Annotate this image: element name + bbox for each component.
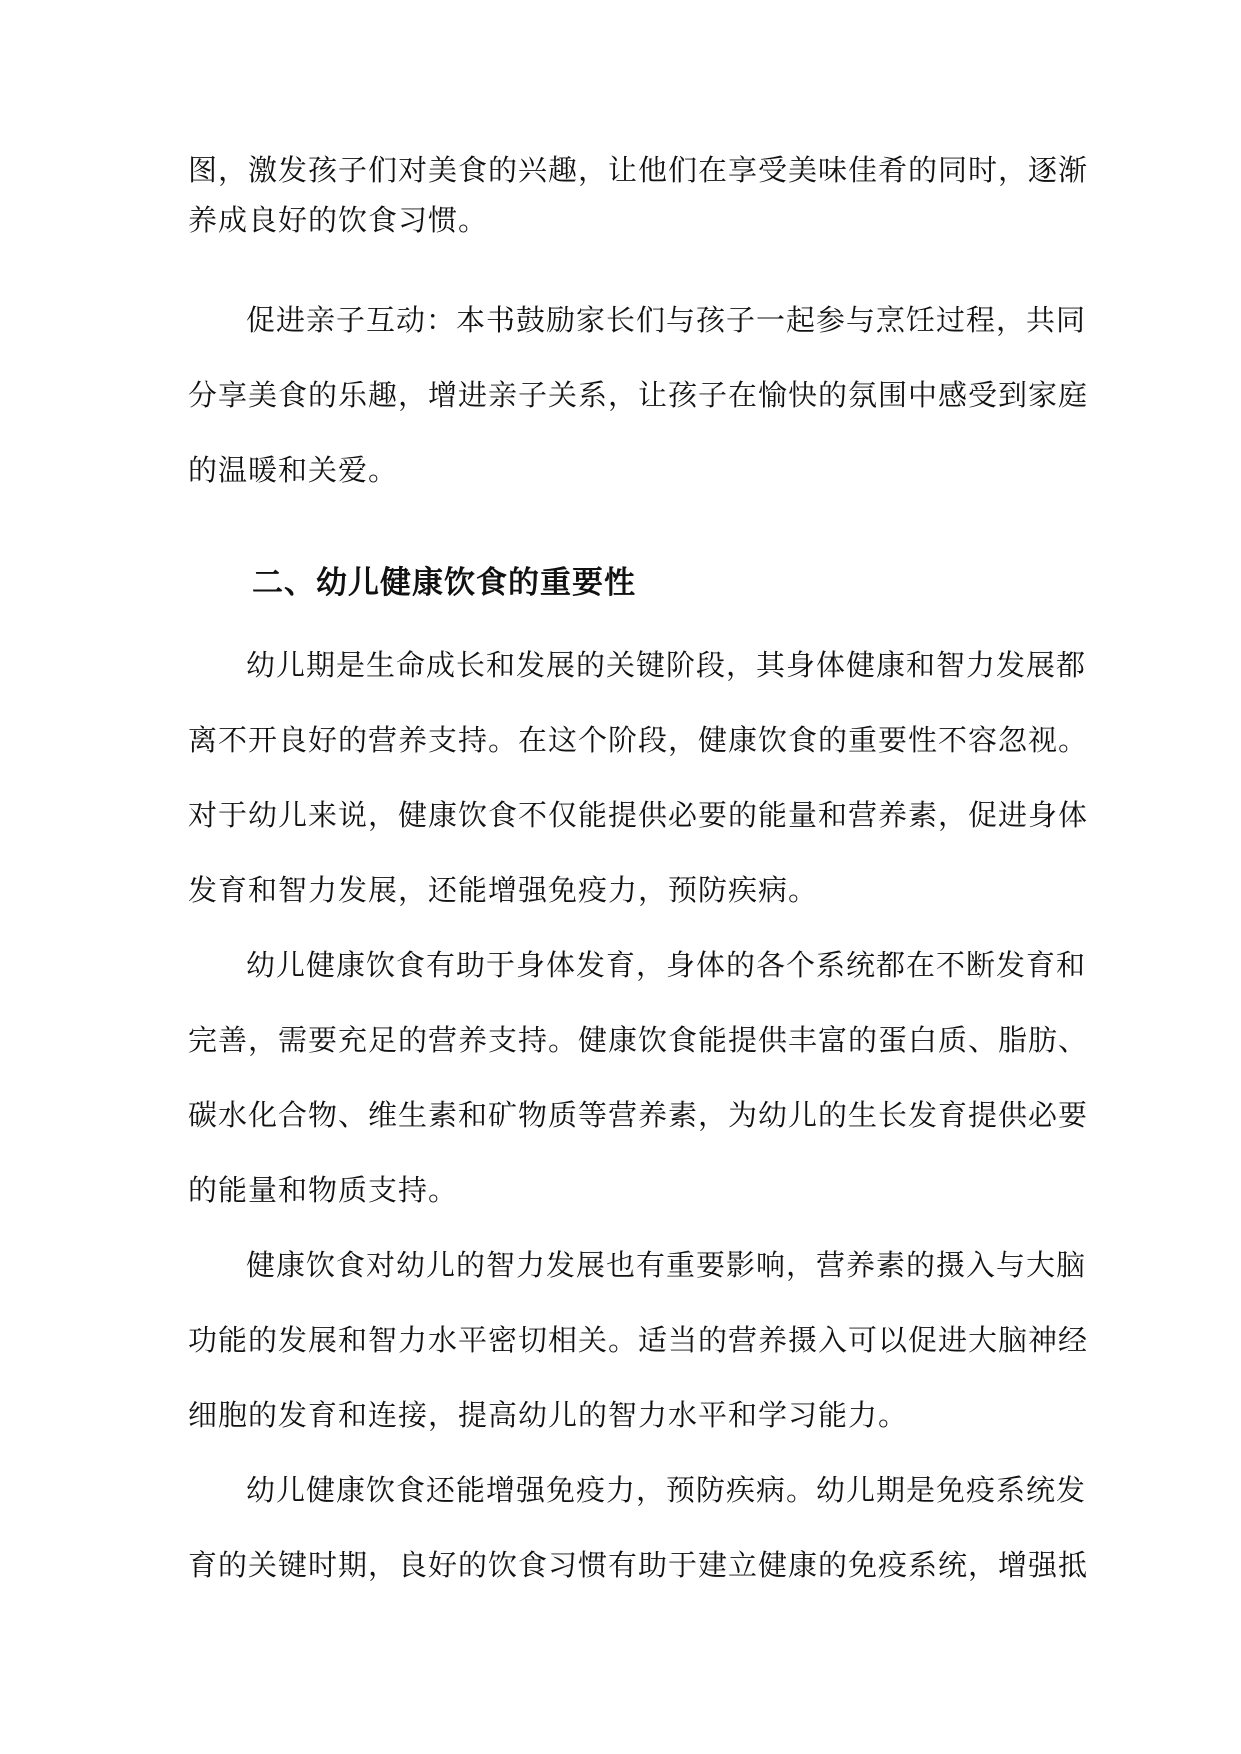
paragraph-line: 的能量和物质支持。 (188, 1173, 459, 1207)
paragraph-line: 的温暖和关爱。 (188, 453, 399, 487)
paragraph-line: 幼儿健康饮食有助于身体发育，身体的各个系统都在不断发育和 (246, 948, 1087, 982)
paragraph-line: 对于幼儿来说，健康饮食不仅能提供必要的能量和营养素，促进身体 (188, 798, 1089, 832)
paragraph-line: 幼儿期是生命成长和发展的关键阶段，其身体健康和智力发展都 (246, 648, 1087, 682)
paragraph-line: 离不开良好的营养支持。在这个阶段，健康饮食的重要性不容忽视。 (188, 723, 1089, 757)
paragraph-line: 功能的发展和智力水平密切相关。适当的营养摄入可以促进大脑神经 (188, 1323, 1089, 1357)
paragraph-line: 碳水化合物、维生素和矿物质等营养素，为幼儿的生长发育提供必要 (188, 1098, 1089, 1132)
paragraph-line: 细胞的发育和连接，提高幼儿的智力水平和学习能力。 (188, 1398, 909, 1432)
paragraph-line: 图，激发孩子们对美食的兴趣，让他们在享受美味佳肴的同时，逐渐 (188, 153, 1089, 187)
paragraph-line: 发育和智力发展，还能增强免疫力，预防疾病。 (188, 873, 819, 907)
paragraph-line: 养成良好的饮食习惯。 (188, 203, 489, 237)
paragraph-line: 完善，需要充足的营养支持。健康饮食能提供丰富的蛋白质、脂肪、 (188, 1023, 1089, 1057)
paragraph-line: 幼儿健康饮食还能增强免疫力，预防疾病。幼儿期是免疫系统发 (246, 1473, 1087, 1507)
paragraph-line: 分享美食的乐趣，增进亲子关系，让孩子在愉快的氛围中感受到家庭 (188, 378, 1089, 412)
paragraph-line: 促进亲子互动：本书鼓励家长们与孩子一起参与烹饪过程，共同 (246, 303, 1087, 337)
paragraph-line: 健康饮食对幼儿的智力发展也有重要影响，营养素的摄入与大脑 (246, 1248, 1087, 1282)
section-heading: 二、幼儿健康饮食的重要性 (252, 565, 636, 601)
paragraph-line: 育的关键时期，良好的饮食习惯有助于建立健康的免疫系统，增强抵 (188, 1548, 1089, 1582)
